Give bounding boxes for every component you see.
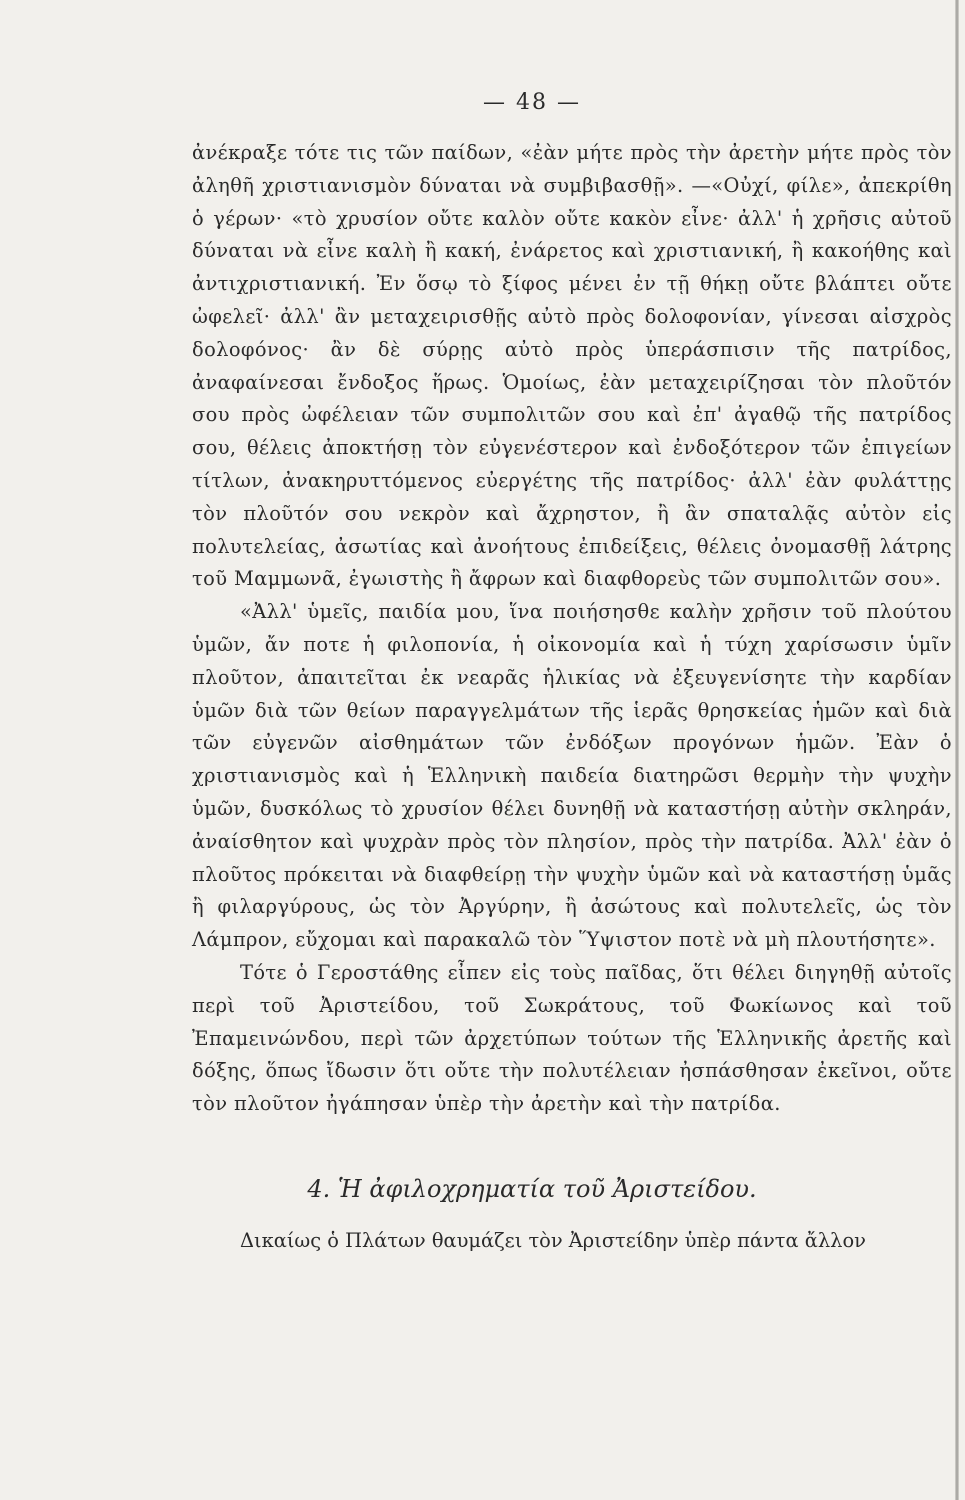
book-page [192, 90, 952, 1258]
paragraph-1: ἀνέκραξε τότε τις τῶν παίδων, «ἐὰν μήτε πρὸς τὴν ἀρετὴν μήτε πρὸς τὸν ἀληθῆ χριστιανισμὸν δύναται νὰ συμβιβασθῇ». —«Οὐχί, φίλε», ἀπεκρίθη ὁ γέρων· «τὸ χρυσίον οὔτε καλὸν οὔτε κακὸν εἶνε· ἀλλ' ἡ χρῆσις αὐτοῦ δύναται νὰ εἶνε καλὴ ἢ κακή, ἐνάρετος καὶ χριστιανική, ἢ κακοήθης καὶ ἀντιχριστιανική. Ἐν ὅσῳ τὸ ξίφος μένει ἐν τῇ θήκῃ οὔτε βλάπτει οὔτε ὠφελεῖ· ἀλλ' ἂν μεταχειρισθῇς αὐτὸ πρὸς δολοφονίαν, γίνεσαι αἰσχρὸς δολοφόνος· ἂν δὲ σύρῃς αὐτὸ πρὸς ὑπεράσπισιν τῆς πατρίδος, ἀναφαίνεσαι ἔνδοξος ἥρως. Ὁμοίως, ἐὰν μεταχειρίζησαι τὸν πλοῦτόν σου πρὸς ὠφέλειαν τῶν συμπολιτῶν σου καὶ ἐπ' ἀγαθῷ τῆς πατρίδος σου, θέλεις ἀποκτήσῃ τὸν εὐγενέστερον καὶ ἐνδοξότερον τῶν ἐπιγείων τίτλων, ἀνακηρυττόμενος εὐεργέτης τῆς πατρίδος· ἀλλ' ἐὰν φυλάττῃς τὸν πλοῦτόν σου νεκρὸν καὶ ἄχρηστον, ἢ ἂν σπαταλᾷς αὐτὸν εἰς πολυτελείας, ἀσωτίας καὶ ἀνοήτους ἐπιδείξεις, θέλεις ὀνομασθῇ λάτρης τοῦ Μαμμωνᾶ, ἐγωιστὴς ἢ ἄφρων καὶ διαφθορεὺς τῶν συμπολιτῶν σου». [192, 141, 952, 591]
paragraph-2: «Ἀλλ' ὑμεῖς, παιδία μου, ἵνα ποιήσησθε καλὴν χρῆσιν τοῦ πλούτου ὑμῶν, ἄν ποτε ἡ φιλοπονία, ἡ οἰκονομία καὶ ἡ τύχη χαρίσωσιν ὑμῖν πλοῦτον, ἀπαιτεῖται ἐκ νεαρᾶς ἡλικίας νὰ ἐξευγενίσητε τὴν καρδίαν ὑμῶν διὰ τῶν θείων παραγγελμάτων τῆς ἱερᾶς θρησκείας ἡμῶν καὶ διὰ τῶν εὐγενῶν αἰσθημάτων τῶν ἐνδόξων προγόνων ἡμῶν. Ἐὰν ὁ χριστιανισμὸς καὶ ἡ Ἑλληνικὴ παιδεία διατηρῶσι θερμὴν τὴν ψυχὴν ὑμῶν, δυσκόλως τὸ χρυσίον θέλει δυνηθῇ νὰ καταστήσῃ αὐτὴν σκληράν, ἀναίσθητον καὶ ψυχρὰν πρὸς τὸν πλησίον, πρὸς τὴν πατρίδα. Ἀλλ' ἐὰν ὁ πλοῦτος πρόκειται νὰ διαφθείρῃ τὴν ψυχὴν ὑμῶν καὶ νὰ καταστήσῃ ὑμᾶς ἢ φιλαργύρους, ὡς τὸν Ἀργύρην, ἢ ἀσώτους καὶ πολυτελεῖς, ὡς τὸν Λάμπρον, εὔχομαι καὶ παρακαλῶ τὸν Ὕψιστον ποτὲ νὰ μὴ πλουτήσητε». [192, 600, 952, 952]
section-first-line: Δικαίως ὁ Πλάτων θαυμάζει τὸν Ἀριστείδην ὑπὲρ πάντα ἄλλον [240, 1228, 866, 1252]
paragraph-3: Τότε ὁ Γεροστάθης εἶπεν εἰς τοὺς παῖδας, ὅτι θέλει διηγηθῇ αὐτοῖς περὶ τοῦ Ἀριστείδου, τοῦ Σωκράτους, τοῦ Φωκίωνος καὶ τοῦ Ἐπαμεινώνδου, περὶ τῶν ἀρχετύπων τούτων τῆς Ἑλληνικῆς ἀρετῆς καὶ δόξης, ὅπως ἴδωσιν ὅτι οὔτε τὴν πολυτέλειαν ἠσπάσθησαν ἐκεῖνοι, οὔτε τὸν πλοῦτον ἠγάπησαν ὑπὲρ τὴν ἀρετὴν καὶ τὴν πατρίδα. [192, 960, 952, 1116]
section-heading: 4. Ἡ ἀφιλοχρηματία τοῦ Ἀριστείδου. [307, 1174, 757, 1203]
page-edge [955, 0, 959, 1500]
page-number: — 48 — [483, 90, 581, 115]
body-text [192, 137, 952, 1121]
